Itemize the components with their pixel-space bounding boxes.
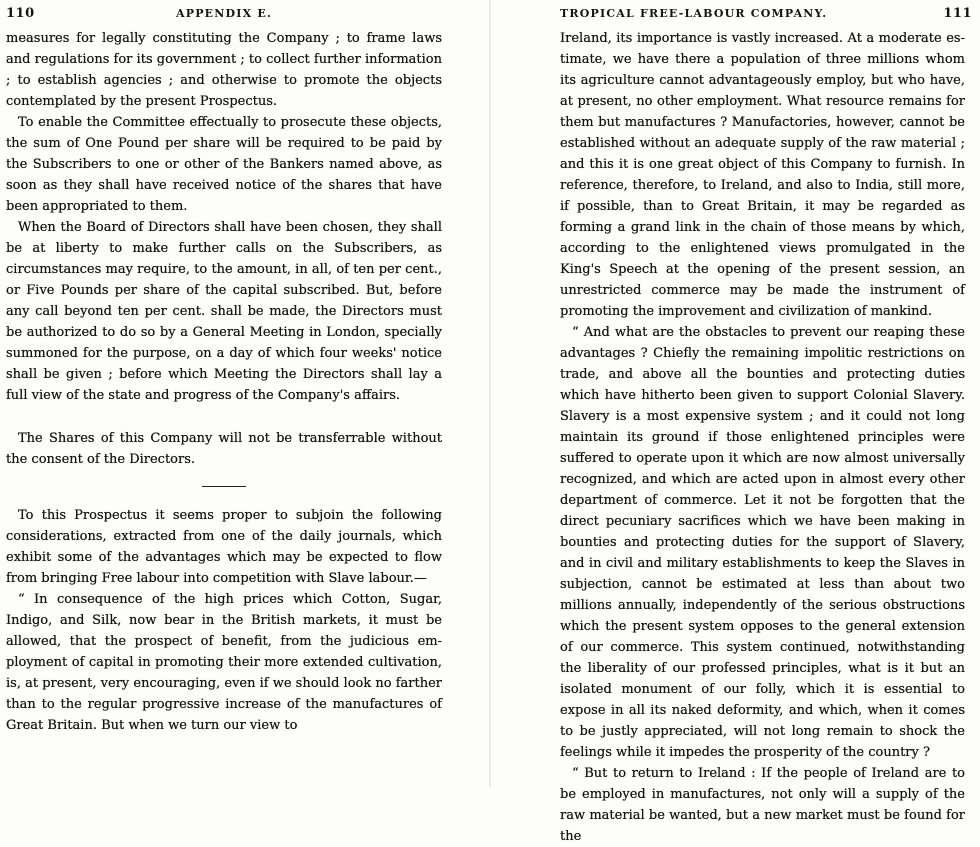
right-page xyxy=(490,0,980,844)
right-page-body xyxy=(560,28,965,847)
left-page-number: 110 xyxy=(6,6,35,21)
paragraph: To this Prospectus it seems proper to subjoin the following considerations, extracted from one of the daily journals, which exhibit some of the advantages which may be expected to flow from bringing Free labour into competition with Slave labour.— xyxy=(6,508,442,586)
paragraph: “ And what are the obstacles to prevent our reaping these advantages ? Chiefly the remaining impolitic restrictions on trade, and above all the bounties and protecting duties which have hitherto been given to support Colonial Slavery. Slavery is a most expensive system ; and it could not long maintain its ground if those enlightened principles were suffered to operate upon it which are now almost universally recognized, and which are acted upon in almost every other department of commerce. Let it not be forgotten that the direct pecuniary sacrifices which we have been making in bounties and protecting duties for the support of Slavery, and in civil and military establishments to keep the Slaves in subjection, cannot be estimated at less than about two millions annually, independently of the serious obstructions which the present system opposes to the general extension of our commerce. This system continued, notwithstanding the liberality of our professed principles, what is it but an isolated monument of our folly, which it is essential to expose in all its naked deformity, and which, when it comes to be justly appreciated, will not long remain to shock the feelings while it impedes the prosperity of the country ? xyxy=(560,325,965,760)
section-divider-rule xyxy=(202,486,246,487)
paragraph: “ But to return to Ireland : If the people of Ireland are to be employed in manufactures, not only will a supply of the raw material be wanted, but a new market must be found for the xyxy=(560,766,965,844)
paragraph: “ In consequence of the high prices which Cotton, Sugar, Indigo, and Silk, now bear in the British markets, it must be allowed, that the prospect of benefit, from the judicious employment of capital in promoting their more extended cultivation, is, at present, very encouraging, even if we should look no farther than to the regular progressive increase of the manufactures of Great Britain. But when we turn our view to xyxy=(6,592,442,733)
left-page-header xyxy=(6,6,470,22)
paragraph: measures for legally constituting the Company ; to frame laws and regulations for its government ; to collect further information ; to establish agencies ; and otherwise to promote the objects contemplated by the present Prospectus. xyxy=(6,31,442,109)
paragraph: Ireland, its importance is vastly increased. At a moderate estimate, we have there a population of three millions whom its agriculture cannot advantageously employ, but who have, at present, no other employment. What resource remains for them but manufactures ? Manufactories, however, cannot be established without an adequate supply of the raw material ; and this it is one great object of this Company to furnish. In reference, therefore, to Ireland, and also to India, still more, if possible, than to Great Britain, it may be regarded as forming a grand link in the chain of those means by which, according to the enlightened views promulgated in the King's Speech at the opening of the present session, an unrestricted commerce may be made the instrument of promoting the improvement and civilization of mankind. xyxy=(560,31,965,319)
section-gap xyxy=(6,406,442,428)
left-running-head: APPENDIX E. xyxy=(176,7,272,20)
paragraph: The Shares of this Company will not be transferrable without the consent of the Directors. xyxy=(6,431,442,467)
right-running-head: TROPICAL FREE-LABOUR COMPANY. xyxy=(560,7,828,20)
right-page-header xyxy=(560,6,972,22)
left-page-body xyxy=(6,28,442,736)
paragraph: To enable the Committee effectually to prosecute these objects, the sum of One Pound per share will be required to be paid by the Subscribers to one or other of the Bankers named above, as soon as they shall have received notice of the shares that have been appropriated to them. xyxy=(6,115,442,214)
paragraph: When the Board of Directors shall have been chosen, they shall be at liberty to make further calls on the Subscribers, as circumstances may require, to the amount, in all, of ten per cent., or Five Pounds per share of the capital subscribed. But, before any call beyond ten per cent. shall be made, the Directors must be authorized to do so by a General Meeting in London, specially summoned for the purpose, on a day of which four weeks' notice shall be given ; before which Meeting the Directors shall lay a full view of the state and progress of the Company's affairs. xyxy=(6,220,442,403)
right-page-number: 111 xyxy=(943,6,972,21)
left-page xyxy=(0,0,490,787)
